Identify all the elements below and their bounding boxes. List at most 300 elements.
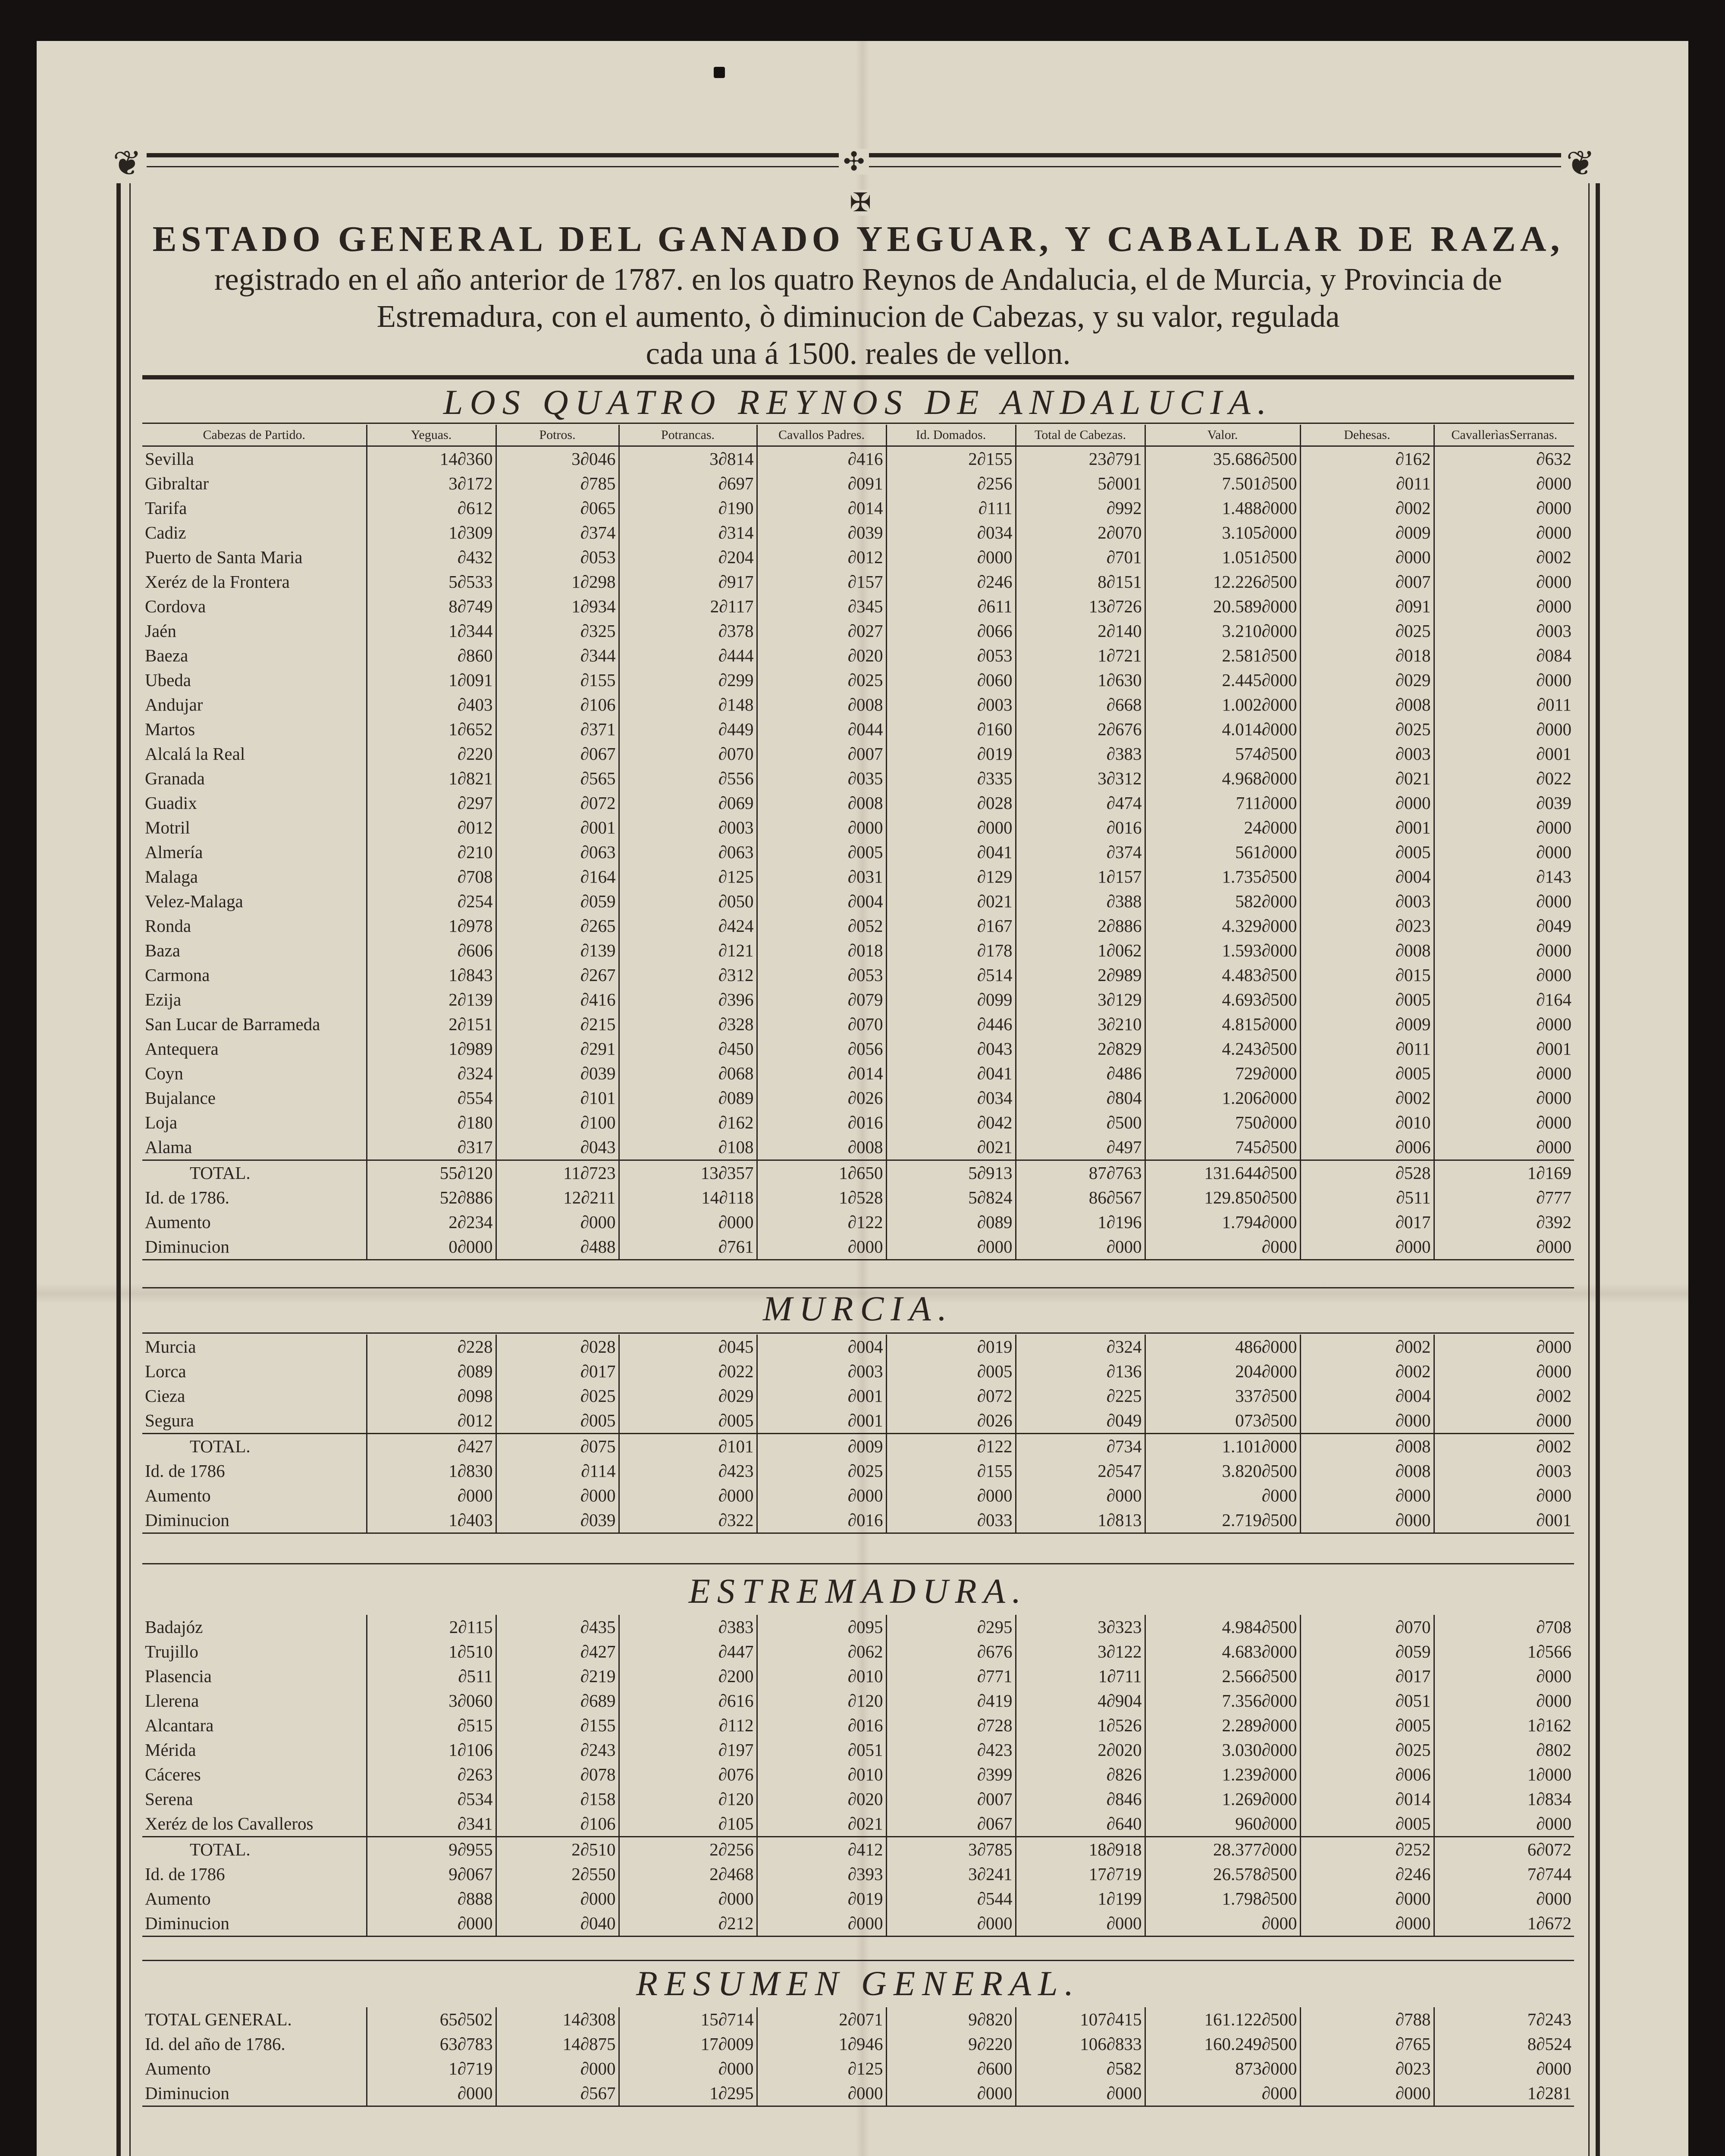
cell-value: 4.014∂000	[1145, 717, 1300, 742]
cell-value: ∂788	[1300, 2007, 1434, 2032]
cell-value: ∂009	[757, 1434, 886, 1459]
cell-value: 1∂528	[757, 1185, 886, 1210]
cell-value: ∂018	[1300, 643, 1434, 668]
cell-value: ∂084	[1434, 643, 1574, 668]
cell-value: ∂003	[1300, 889, 1434, 914]
cell-value: 1∂196	[1016, 1210, 1145, 1235]
cell-value: ∂067	[496, 742, 619, 766]
cell-value: ∂000	[496, 1483, 619, 1508]
cell-value: ∂697	[619, 471, 757, 496]
cell-value: 1∂672	[1434, 1911, 1574, 1937]
summary-row	[142, 1862, 1574, 1887]
cell-value: ∂000	[1434, 1887, 1574, 1911]
column-header: Dehesas.	[1300, 425, 1434, 446]
cell-value: ∂050	[619, 889, 757, 914]
cell-value: ∂129	[886, 865, 1016, 889]
cell-value: ∂000	[757, 1911, 886, 1937]
cell-value: ∂028	[496, 1335, 619, 1359]
cell-value: ∂001	[496, 815, 619, 840]
cell-value: 35.686∂500	[1145, 446, 1300, 472]
cell-value: ∂000	[619, 1887, 757, 1911]
cell-value: ∂157	[757, 570, 886, 594]
cell-value: ∂075	[496, 1434, 619, 1459]
cell-value: 1.593∂000	[1145, 938, 1300, 963]
summary-row	[142, 1508, 1574, 1533]
cell-value: 24∂000	[1145, 815, 1300, 840]
cell-value: ∂051	[1300, 1689, 1434, 1713]
cell-value: ∂006	[1300, 1762, 1434, 1787]
cell-value: 2∂829	[1016, 1037, 1145, 1061]
cell-value: ∂000	[1300, 1508, 1434, 1533]
cell-value: 2∂139	[367, 987, 496, 1012]
table-row	[142, 791, 1574, 815]
cell-value: ∂256	[886, 471, 1016, 496]
table-row	[142, 471, 1574, 496]
cell-value: ∂378	[619, 619, 757, 643]
cell-value: ∂025	[757, 668, 886, 693]
cell-value: ∂006	[1300, 1135, 1434, 1160]
cell-value: ∂021	[757, 1811, 886, 1837]
cell-value: ∂500	[1016, 1110, 1145, 1135]
column-header: Potros.	[496, 425, 619, 446]
cell-value: ∂252	[1300, 1837, 1434, 1862]
cell-value: ∂122	[757, 1210, 886, 1235]
cell-value: ∂010	[757, 1762, 886, 1787]
cell-value: ∂000	[1434, 1811, 1574, 1837]
cell-value: ∂066	[886, 619, 1016, 643]
table-row	[142, 643, 1574, 668]
cell-value: ∂771	[886, 1664, 1016, 1689]
cell-value: ∂031	[757, 865, 886, 889]
divider	[142, 1563, 1574, 1564]
row-label: Cordova	[145, 596, 206, 616]
summary-row	[142, 1483, 1574, 1508]
cell-value: ∂600	[886, 2056, 1016, 2081]
cell-value: 4.483∂500	[1145, 963, 1300, 987]
cell-value: ∂053	[886, 643, 1016, 668]
table-row	[142, 1615, 1574, 1639]
cell-value: ∂112	[619, 1713, 757, 1738]
cell-value: 1∂162	[1434, 1713, 1574, 1738]
cell-value: ∂001	[1434, 1508, 1574, 1533]
subtitle-line: registrado en el año anterior de 1787. en los quatro Reynos de Andalucia, el de Murcia, y Provincia de	[214, 262, 1502, 297]
cell-value: 63∂783	[367, 2032, 496, 2056]
cell-value: ∂860	[367, 643, 496, 668]
cell-value: 3∂241	[886, 1862, 1016, 1887]
row-label: Segura	[145, 1410, 194, 1430]
cell-value: 26.578∂500	[1145, 1862, 1300, 1887]
cell-value: ∂005	[1300, 840, 1434, 865]
cell-value: 8∂749	[367, 594, 496, 619]
table-row	[142, 2007, 1574, 2032]
cell-value: 7.501∂500	[1145, 471, 1300, 496]
cell-value: 3∂785	[886, 1837, 1016, 1862]
column-header-row	[142, 425, 1574, 446]
column-header: Cavallos Padres.	[757, 425, 886, 446]
cell-value: 131.644∂500	[1145, 1160, 1300, 1186]
cell-value: 2∂989	[1016, 963, 1145, 987]
cell-value: ∂416	[757, 446, 886, 472]
cell-value: ∂000	[1300, 791, 1434, 815]
cell-value: ∂100	[496, 1110, 619, 1135]
cell-value: ∂005	[1300, 1713, 1434, 1738]
cell-value: ∂000	[1145, 1911, 1300, 1937]
table-row	[142, 2032, 1574, 2056]
cell-value: ∂002	[1300, 1086, 1434, 1110]
table-row	[142, 520, 1574, 545]
cell-value: 2∂117	[619, 594, 757, 619]
cell-value: ∂099	[886, 987, 1016, 1012]
cell-value: 3∂210	[1016, 1012, 1145, 1037]
divider	[142, 375, 1574, 379]
cell-value: 2.445∂000	[1145, 668, 1300, 693]
cell-value: ∂039	[496, 1061, 619, 1086]
cell-value: 11∂723	[496, 1160, 619, 1186]
cell-value: 960∂000	[1145, 1811, 1300, 1837]
cell-value: 1.101∂000	[1145, 1434, 1300, 1459]
cell-value: 1.206∂000	[1145, 1086, 1300, 1110]
cell-value: ∂003	[1434, 1459, 1574, 1483]
cell-value: ∂004	[1300, 865, 1434, 889]
cell-value: ∂001	[1434, 742, 1574, 766]
cell-value: ∂225	[1016, 1384, 1145, 1408]
cell-value: ∂008	[1300, 938, 1434, 963]
cell-value: ∂003	[1300, 742, 1434, 766]
cell-value: ∂488	[496, 1235, 619, 1260]
cell-value: ∂004	[1300, 1384, 1434, 1408]
table-row	[142, 815, 1574, 840]
row-label: Id. del año de 1786.	[145, 2034, 285, 2054]
cell-value: ∂008	[757, 791, 886, 815]
row-label: San Lucar de Barrameda	[145, 1014, 320, 1034]
cell-value: ∂689	[496, 1689, 619, 1713]
cell-value: ∂000	[1434, 520, 1574, 545]
cell-value: ∂000	[1300, 1911, 1434, 1937]
cell-value: ∂000	[886, 815, 1016, 840]
cell-value: 18∂918	[1016, 1837, 1145, 1862]
cell-value: ∂246	[1300, 1862, 1434, 1887]
cell-value: 1∂630	[1016, 668, 1145, 693]
cell-value: ∂002	[1300, 1359, 1434, 1384]
cell-value: ∂374	[1016, 840, 1145, 865]
cell-value: ∂012	[367, 815, 496, 840]
cell-value: ∂051	[757, 1738, 886, 1762]
corner-ornament-icon: ❦	[108, 144, 147, 183]
cell-value: ∂052	[757, 914, 886, 938]
row-label: Guadix	[145, 793, 197, 813]
estremadura-table	[142, 1615, 1574, 1937]
cell-value: ∂101	[619, 1434, 757, 1459]
cell-value: 14∂360	[367, 446, 496, 472]
row-label: Xeréz de los Cavalleros	[145, 1814, 314, 1833]
cell-value: ∂435	[496, 1615, 619, 1639]
cell-value: ∂765	[1300, 2032, 1434, 2056]
cell-value: ∂000	[1434, 938, 1574, 963]
cell-value: ∂059	[496, 889, 619, 914]
cell-value: 1.269∂000	[1145, 1787, 1300, 1811]
cell-value: ∂139	[496, 938, 619, 963]
cell-value: ∂005	[1300, 987, 1434, 1012]
table-row	[142, 619, 1574, 643]
cell-value: ∂000	[1016, 1235, 1145, 1260]
cell-value: ∂000	[757, 1235, 886, 1260]
cell-value: ∂734	[1016, 1434, 1145, 1459]
row-label: Granada	[145, 768, 205, 788]
cell-value: ∂040	[496, 1911, 619, 1937]
cell-value: 17∂009	[619, 2032, 757, 2056]
cell-value: ∂000	[1434, 1135, 1574, 1160]
cell-value: ∂267	[496, 963, 619, 987]
cell-value: ∂412	[757, 1837, 886, 1862]
cell-value: ∂059	[1300, 1639, 1434, 1664]
cell-value: 1.488∂000	[1145, 496, 1300, 520]
cell-value: ∂065	[496, 496, 619, 520]
cell-value: ∂612	[367, 496, 496, 520]
cell-value: ∂160	[886, 717, 1016, 742]
cell-value: ∂486	[1016, 1061, 1145, 1086]
row-label: Diminucion	[142, 1235, 367, 1260]
cell-value: ∂017	[1300, 1210, 1434, 1235]
summary-row	[142, 1837, 1574, 1862]
cell-value: ∂000	[757, 2081, 886, 2106]
table-row	[142, 1335, 1574, 1359]
cell-value: 2∂550	[496, 1862, 619, 1887]
cell-value: 0∂000	[367, 1235, 496, 1260]
cell-value: 2∂070	[1016, 520, 1145, 545]
cell-value: ∂616	[619, 1689, 757, 1713]
cell-value: ∂010	[757, 1664, 886, 1689]
table-row	[142, 1086, 1574, 1110]
table-row	[142, 1012, 1574, 1037]
column-header: Cabezas de Partido.	[142, 425, 367, 446]
cell-value: 5∂824	[886, 1185, 1016, 1210]
cell-value: 2∂547	[1016, 1459, 1145, 1483]
cell-value: 4.815∂000	[1145, 1012, 1300, 1037]
row-label: Mérida	[145, 1740, 196, 1760]
cell-value: 1∂650	[757, 1160, 886, 1186]
cell-value: 9∂955	[367, 1837, 496, 1862]
cell-value: ∂427	[496, 1639, 619, 1664]
cell-value: ∂164	[1434, 987, 1574, 1012]
cell-value: ∂000	[886, 545, 1016, 570]
row-label: Llerena	[145, 1691, 199, 1711]
divider	[142, 423, 1574, 424]
table-row	[142, 1359, 1574, 1384]
cell-value: ∂000	[1434, 1086, 1574, 1110]
cell-value: 2∂510	[496, 1837, 619, 1862]
cell-value: 1∂830	[367, 1459, 496, 1483]
cell-value: 1∂169	[1434, 1160, 1574, 1186]
cell-value: 52∂886	[367, 1185, 496, 1210]
row-label: Motril	[145, 818, 190, 837]
cell-value: ∂034	[886, 520, 1016, 545]
cell-value: 8∂524	[1434, 2032, 1574, 2056]
cell-value: ∂114	[496, 1459, 619, 1483]
cell-value: ∂122	[886, 1434, 1016, 1459]
cell-value: ∂204	[619, 545, 757, 570]
cell-value: 2.581∂500	[1145, 643, 1300, 668]
cell-value: 9∂220	[886, 2032, 1016, 2056]
cell-value: ∂167	[886, 914, 1016, 938]
cell-value: ∂012	[367, 1408, 496, 1434]
cell-value: ∂000	[1434, 815, 1574, 840]
cell-value: ∂000	[1145, 1235, 1300, 1260]
table-row	[142, 2056, 1574, 2081]
cell-value: 3∂172	[367, 471, 496, 496]
cell-value: ∂155	[496, 1713, 619, 1738]
cell-value: ∂027	[757, 619, 886, 643]
cell-value: ∂070	[757, 1012, 886, 1037]
row-label: Aumento	[145, 1889, 211, 1908]
murcia-table	[142, 1335, 1574, 1534]
cell-value: 15∂714	[619, 2007, 757, 2032]
row-label: Almería	[145, 842, 203, 862]
cell-value: 2∂155	[886, 446, 1016, 472]
cell-value: 1.798∂500	[1145, 1887, 1300, 1911]
table-row	[142, 1639, 1574, 1664]
cell-value: ∂000	[1016, 2081, 1145, 2106]
row-label: Murcia	[145, 1337, 196, 1357]
cell-value: ∂019	[886, 1335, 1016, 1359]
cell-value: ∂474	[1016, 791, 1145, 815]
row-label: Trujillo	[145, 1642, 198, 1661]
cell-value: 1∂652	[367, 717, 496, 742]
table-row	[142, 446, 1574, 472]
cell-value: ∂020	[757, 643, 886, 668]
section-title-andalucia: LOS QUATRO REYNOS DE ANDALUCIA.	[443, 382, 1273, 422]
cell-value: ∂033	[886, 1508, 1016, 1533]
row-label: Cadiz	[145, 523, 186, 542]
cell-value: ∂016	[757, 1508, 886, 1533]
table-row	[142, 693, 1574, 717]
table-row	[142, 1762, 1574, 1787]
row-label: Id. de 1786	[145, 1864, 225, 1884]
cell-value: 4.968∂000	[1145, 766, 1300, 791]
cell-value: ∂424	[619, 914, 757, 938]
row-label: Tarifa	[145, 498, 187, 518]
table-row	[142, 840, 1574, 865]
cell-value: ∂136	[1016, 1359, 1145, 1384]
cell-value: ∂155	[496, 668, 619, 693]
row-label: Carmona	[145, 965, 210, 985]
row-label: Baza	[145, 940, 180, 960]
cell-value: ∂007	[1300, 570, 1434, 594]
cell-value: ∂002	[1300, 1335, 1434, 1359]
cell-value: ∂011	[1434, 693, 1574, 717]
cell-value: ∂701	[1016, 545, 1145, 570]
cell-value: 873∂000	[1145, 2056, 1300, 2081]
cell-value: ∂228	[367, 1335, 496, 1359]
cell-value: ∂000	[496, 1887, 619, 1911]
cell-value: ∂001	[757, 1384, 886, 1408]
cell-value: 28.377∂000	[1145, 1837, 1300, 1862]
cell-value: ∂063	[496, 840, 619, 865]
cell-value: 711∂000	[1145, 791, 1300, 815]
cell-value: ∂243	[496, 1738, 619, 1762]
cell-value: ∂041	[886, 1061, 1016, 1086]
row-label: Serena	[145, 1789, 193, 1809]
cell-value: 1∂199	[1016, 1887, 1145, 1911]
cell-value: ∂497	[1016, 1135, 1145, 1160]
cell-value: ∂019	[886, 742, 1016, 766]
cell-value: ∂020	[757, 1787, 886, 1811]
cell-value: ∂000	[1434, 471, 1574, 496]
column-header: CavallerìasSerranas.	[1434, 425, 1574, 446]
cell-value: 2.566∂500	[1145, 1664, 1300, 1689]
row-label: Alcantara	[145, 1715, 214, 1735]
table-row	[142, 889, 1574, 914]
cell-value: ∂003	[757, 1359, 886, 1384]
cell-value: ∂000	[367, 2081, 496, 2106]
cell-value: ∂007	[886, 1787, 1016, 1811]
cell-value: ∂121	[619, 938, 757, 963]
row-label: Lorca	[145, 1361, 186, 1381]
cell-value: ∂014	[1300, 1787, 1434, 1811]
cell-value: ∂026	[757, 1086, 886, 1110]
cell-value: 4.683∂000	[1145, 1639, 1300, 1664]
table-row	[142, 1787, 1574, 1811]
cell-value: ∂317	[367, 1135, 496, 1160]
summary-row	[142, 1887, 1574, 1911]
cell-value: 12.226∂500	[1145, 570, 1300, 594]
cell-value: 20.589∂000	[1145, 594, 1300, 619]
cell-value: ∂423	[619, 1459, 757, 1483]
cell-value: ∂034	[886, 1086, 1016, 1110]
cell-value: ∂515	[367, 1713, 496, 1738]
cell-value: ∂632	[1434, 446, 1574, 472]
cell-value: ∂098	[367, 1384, 496, 1408]
cell-value: ∂143	[1434, 865, 1574, 889]
cell-value: ∂009	[1300, 1012, 1434, 1037]
cell-value: ∂072	[886, 1384, 1016, 1408]
cell-value: 4∂904	[1016, 1689, 1145, 1713]
cell-value: ∂025	[1300, 717, 1434, 742]
cell-value: 2.719∂500	[1145, 1508, 1300, 1533]
cross-icon: ✠	[845, 190, 875, 216]
row-label: Id. de 1786.	[145, 1188, 229, 1207]
cell-value: ∂556	[619, 766, 757, 791]
cell-value: 073∂500	[1145, 1408, 1300, 1434]
cell-value: 17∂719	[1016, 1862, 1145, 1887]
cell-value: 2∂020	[1016, 1738, 1145, 1762]
cell-value: 3∂312	[1016, 766, 1145, 791]
cell-value: ∂076	[619, 1762, 757, 1787]
cell-value: ∂000	[1434, 1359, 1574, 1384]
table-row	[142, 1037, 1574, 1061]
cell-value: ∂000	[1434, 1408, 1574, 1434]
cell-value: ∂567	[496, 2081, 619, 2106]
cell-value: 750∂000	[1145, 1110, 1300, 1135]
cell-value: 107∂415	[1016, 2007, 1145, 2032]
cell-value: ∂003	[1434, 619, 1574, 643]
cell-value: ∂246	[886, 570, 1016, 594]
cell-value: 2∂886	[1016, 914, 1145, 938]
cell-value: ∂000	[619, 1483, 757, 1508]
cell-value: ∂025	[496, 1384, 619, 1408]
cell-value: ∂011	[1300, 1037, 1434, 1061]
cell-value: ∂053	[757, 963, 886, 987]
cell-value: ∂068	[619, 1061, 757, 1086]
cell-value: ∂000	[1434, 570, 1574, 594]
cell-value: ∂200	[619, 1664, 757, 1689]
cell-value: ∂544	[886, 1887, 1016, 1911]
row-label: Baeza	[145, 646, 188, 665]
cell-value: ∂423	[886, 1738, 1016, 1762]
cell-value: ∂007	[757, 742, 886, 766]
cell-value: ∂777	[1434, 1185, 1574, 1210]
cell-value: 1∂344	[367, 619, 496, 643]
cell-value: ∂000	[886, 1235, 1016, 1260]
